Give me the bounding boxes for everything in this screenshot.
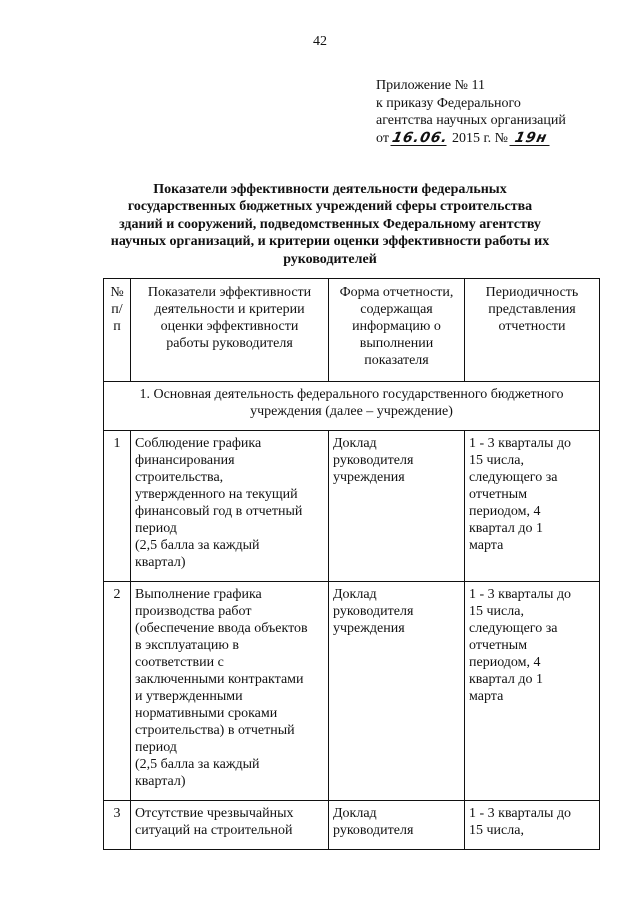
text-line: учреждения [333, 621, 405, 636]
text-line: квартал) [135, 555, 186, 570]
appendix-line-1: Приложение № 11 [376, 78, 485, 93]
text-line: финансовый год в отчетный [135, 504, 303, 519]
section-heading [104, 382, 600, 431]
text-line: руководителя [333, 823, 414, 838]
text-line: Периодичность [485, 285, 579, 300]
row-indicator [131, 431, 329, 582]
row-number: 3 [104, 801, 131, 850]
text-line: следующего за [469, 470, 558, 485]
text-line: отчетным [469, 487, 528, 502]
text-line: 1 - 3 кварталы до [469, 436, 572, 451]
text-line: представления [488, 302, 576, 317]
text-line: 15 числа, [469, 453, 524, 468]
text-line: в эксплуатацию в [135, 638, 239, 653]
text-line: квартал до 1 [469, 521, 543, 536]
text-line: следующего за [469, 621, 558, 636]
text-line: (2,5 балла за каждый [135, 757, 260, 772]
appendix-block [376, 77, 566, 147]
title-line: руководителей [283, 251, 377, 267]
title-line: зданий и сооружений, подведомственных Федеральному агентству [119, 216, 541, 232]
text-line: деятельности и критерии [154, 302, 305, 317]
row-indicator [131, 582, 329, 801]
header-indicators [131, 279, 329, 382]
text-line: отчетным [469, 638, 528, 653]
text-line: содержащая [360, 302, 433, 317]
title-line: государственных бюджетных учреждений сферы строительства [127, 199, 533, 215]
row-number: 2 [104, 582, 131, 801]
date-prefix: от [376, 130, 389, 146]
text-line: период [135, 740, 177, 755]
text-line: 15 числа, [469, 823, 524, 838]
text-line: п/п [111, 302, 123, 334]
appendix-date-line [376, 130, 566, 148]
text-line: Выполнение графика [135, 587, 262, 602]
title-line: Показатели эффективности деятельности федеральных [153, 182, 507, 197]
text-line: период [135, 521, 177, 536]
year-text: 2015 г. № [451, 130, 508, 146]
text-line: строительства) в отчетный [135, 723, 295, 738]
handwritten-date: 16.06. [391, 129, 451, 146]
table-row [104, 431, 600, 582]
handwritten-number: 19н [510, 131, 553, 146]
text-line: марта [469, 538, 504, 553]
text-line: периодом, 4 [469, 655, 541, 670]
section-row [104, 382, 600, 431]
text-line: Форма отчетности, [339, 285, 454, 300]
text-line: утвержденного на текущий [135, 487, 298, 502]
table-row [104, 801, 600, 850]
text-line: Доклад [333, 587, 377, 602]
text-line: квартал до 1 [469, 672, 543, 687]
appendix-line-2: к приказу Федерального [376, 95, 521, 111]
text-line: руководителя [333, 453, 414, 468]
text-line: марта [469, 689, 504, 704]
text-line: и утвержденными [135, 689, 243, 704]
header-form [329, 279, 465, 382]
text-line: 1 - 3 кварталы до [469, 587, 572, 602]
text-line: учреждения [333, 470, 405, 485]
text-line: информацию о [352, 319, 441, 334]
text-line: Доклад [333, 806, 377, 821]
text-line: 15 числа, [469, 604, 524, 619]
text-line: производства работ [135, 604, 252, 619]
text-line: соответствии с [135, 655, 224, 670]
text-line: выполнении [359, 336, 434, 351]
row-indicator [131, 801, 329, 850]
table-row [104, 582, 600, 801]
row-period [465, 582, 600, 801]
text-line: работы руководителя [166, 336, 293, 351]
text-line: Отсутствие чрезвычайных [135, 806, 294, 821]
text-line: показателя [364, 353, 429, 368]
text-line: (2,5 балла за каждый [135, 538, 260, 553]
text-line: учреждения (далее – учреждение) [250, 404, 453, 419]
row-form [329, 582, 465, 801]
text-line: ситуаций на строительной [135, 823, 293, 838]
text-line: Показатели эффективности [147, 285, 312, 300]
text-line: нормативными сроками [135, 706, 278, 721]
row-form [329, 801, 465, 850]
header-period [465, 279, 600, 382]
text-line: (обеспечение ввода объектов [135, 621, 308, 636]
text-line: строительства, [135, 470, 224, 485]
row-period [465, 431, 600, 582]
indicators-table [103, 278, 600, 850]
page-number: 42 [313, 34, 327, 49]
text-line: 1 - 3 кварталы до [469, 806, 572, 821]
text-line: № [110, 285, 124, 300]
text-line: Соблюдение графика [135, 436, 262, 451]
document-title [100, 181, 560, 268]
appendix-line-3: агентства научных организаций [376, 113, 566, 128]
text-line: оценки эффективности [160, 319, 299, 334]
text-line: заключенными контрактами [135, 672, 304, 687]
title-line: научных организаций, и критерии оценки эффективности работы их [110, 234, 550, 250]
row-number: 1 [104, 431, 131, 582]
row-form [329, 431, 465, 582]
table-header-row [104, 279, 600, 382]
row-period [465, 801, 600, 850]
text-line: квартал) [135, 774, 186, 789]
text-line: Доклад [333, 436, 377, 451]
text-line: периодом, 4 [469, 504, 541, 519]
text-line: руководителя [333, 604, 414, 619]
text-line: отчетности [498, 319, 566, 334]
text-line: 1. Основная деятельность федерального государственного бюджетного [139, 387, 564, 402]
header-num [104, 279, 131, 382]
text-line: финансирования [135, 453, 235, 468]
